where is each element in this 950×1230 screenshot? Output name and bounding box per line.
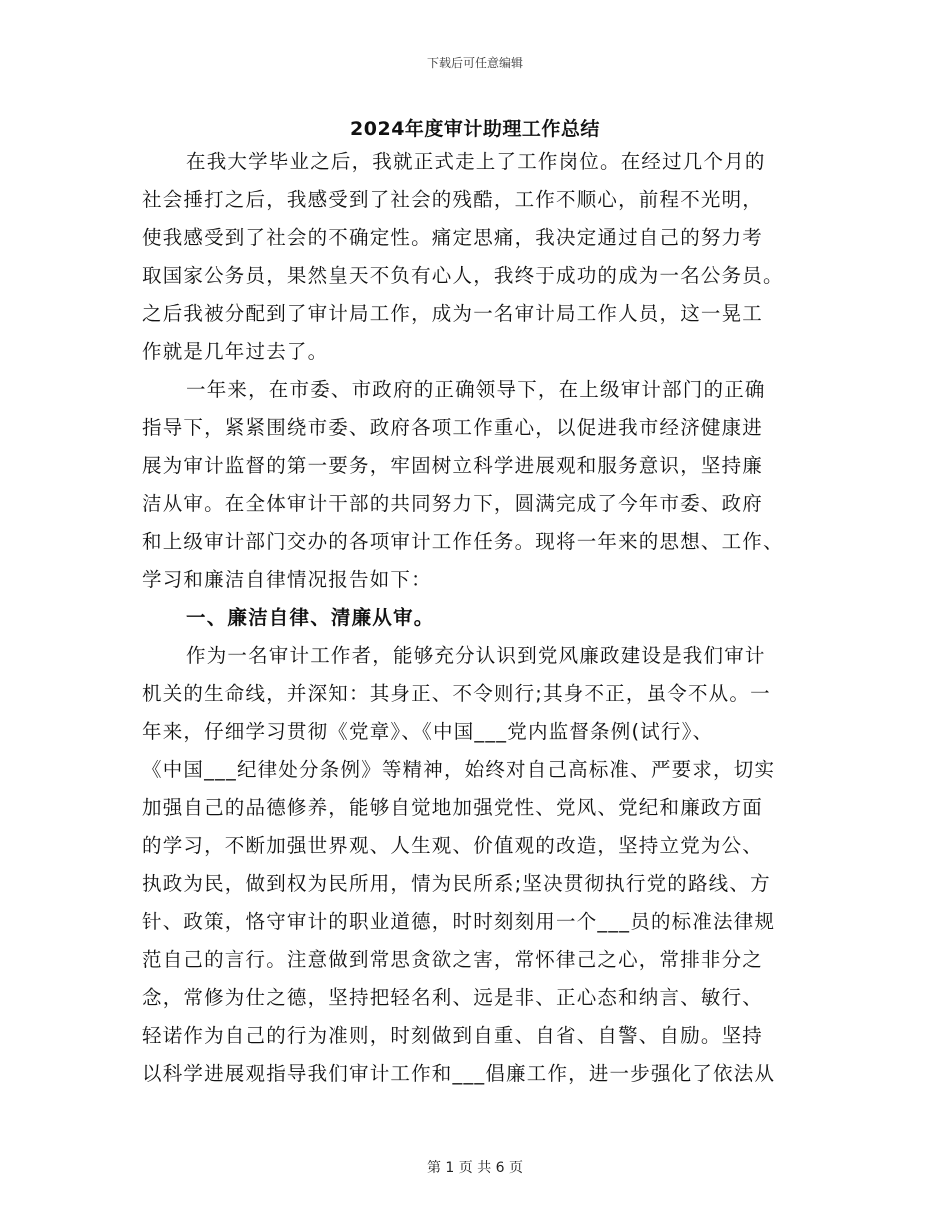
body-line: 念，常修为仕之德，坚持把轻名利、远是非、正心态和纳言、敏行、 (142, 986, 764, 1009)
body-line: 执政为民，做到权为民所用，情为民所系;坚决贯彻执行党的路线、方 (142, 872, 771, 895)
page-number-footer: 第 1 页 共 6 页 (426, 1160, 524, 1176)
page-header-note: 下载后可任意编辑 (426, 56, 523, 70)
body-line: 年来，仔细学习贯彻《党章》、《中国___党内监督条例(试行》、 (142, 720, 714, 743)
body-line: 和上级审计部门交办的各项审计工作任务。现将一年来的思想、工作、 (142, 530, 784, 553)
body-line: 一年来，在市委、市政府的正确领导下，在上级审计部门的正确 (186, 378, 766, 401)
document-title: 2024年度审计助理工作总结 (350, 118, 600, 140)
body-line: 作就是几年过去了。 (142, 340, 329, 363)
body-line: 加强自己的品德修养，能够自觉地加强党性、党风、党纪和廉政方面 (142, 796, 764, 819)
body-line: 之后我被分配到了审计局工作，成为一名审计局工作人员，这一晃工 (142, 302, 764, 325)
body-line: 《中国___纪律处分条例》等精神，始终对自己高标准、严要求，切实 (142, 758, 776, 781)
body-line: 取国家公务员，果然皇天不负有心人，我终于成功的成为一名公务员。 (142, 264, 784, 287)
body-line: 轻诺作为自己的行为准则，时刻做到自重、自省、自警、自励。坚持 (142, 1024, 764, 1047)
body-line: 以科学进展观指导我们审计工作和___倡廉工作，进一步强化了依法从 (142, 1062, 776, 1085)
body-line: 使我感受到了社会的不确定性。痛定思痛，我决定通过自己的努力考 (142, 226, 764, 249)
body-line: 针、政策，恪守审计的职业道德，时时刻刻用一个___员的标准法律规 (142, 910, 776, 933)
body-line: 展为审计监督的第一要务，牢固树立科学进展观和服务意识，坚持廉 (142, 454, 764, 477)
body-line: 范自己的言行。注意做到常思贪欲之害，常怀律己之心，常排非分之 (142, 948, 764, 971)
body-line: 作为一名审计工作者，能够充分认识到党风廉政建设是我们审计 (186, 644, 766, 667)
body-line: 指导下，紧紧围绕市委、政府各项工作重心，以促进我市经济健康进 (142, 416, 764, 439)
body-line: 学习和廉洁自律情况报告如下： (142, 568, 432, 591)
section-heading: 一、廉洁自律、清廉从审。 (186, 606, 435, 629)
body-line: 机关的生命线，并深知：其身正、不令则行;其身不正，虽令不从。一 (142, 682, 771, 705)
body-line: 社会捶打之后，我感受到了社会的残酷，工作不顺心，前程不光明， (142, 188, 764, 211)
body-line: 的学习，不断加强世界观、人生观、价值观的改造，坚持立党为公、 (142, 834, 764, 857)
body-line: 洁从审。在全体审计干部的共同努力下，圆满完成了今年市委、政府 (142, 492, 764, 515)
body-line: 在我大学毕业之后，我就正式走上了工作岗位。在经过几个月的 (186, 150, 766, 173)
